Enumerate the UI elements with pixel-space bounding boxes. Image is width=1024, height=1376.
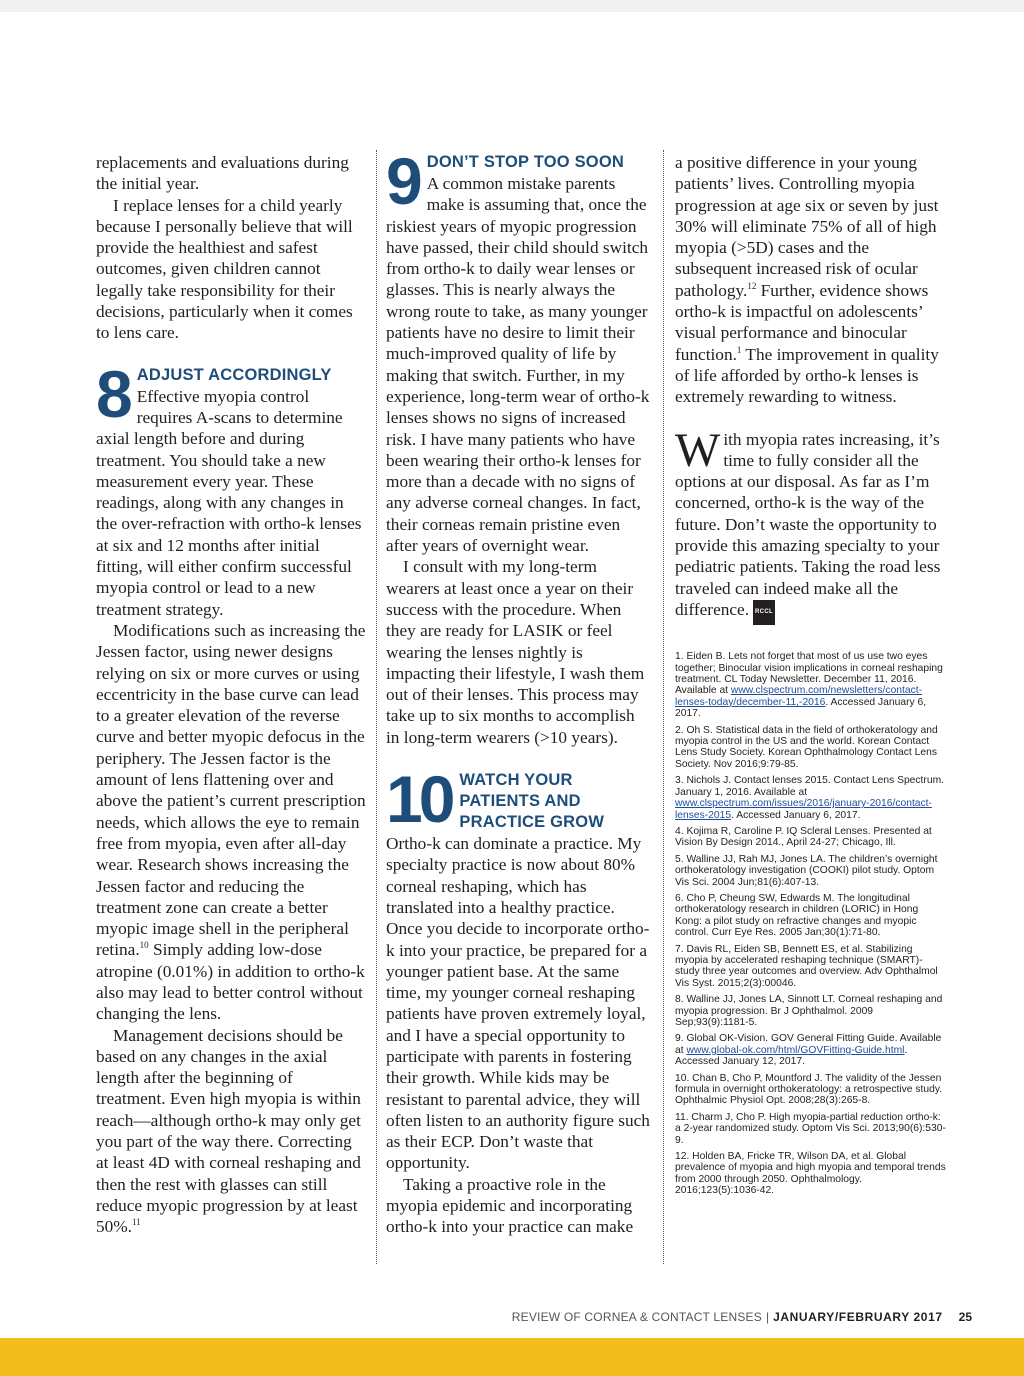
citation-superscript: 10	[139, 940, 149, 951]
citation-superscript: 1	[736, 344, 742, 355]
reference-link[interactable]: www.global-ok.com/html/GOVFitting-Guide.html	[686, 1044, 905, 1056]
reference-item: 10. Chan B, Cho P, Mountford J. The validity of the Jessen formula in overnight orthokeratology: a retrospective study. Ophthalmic Physiol Opt. 2008;28(3):265-8.	[675, 1072, 943, 1107]
column-2	[386, 144, 652, 1238]
column-1	[96, 152, 366, 1238]
reference-link[interactable]: www.clspectrum.com/issues/2016/january-2016/contact-lenses-2015	[675, 798, 932, 821]
continued-paragraph: a positive difference in your young patients’ lives. Controlling myopia progression at age six or seven by just 30% will eliminate 75% of all of high myopia (>5D) cases and the subsequent increased risk of ocular pathology.$^{12}$ Further, evidence shows ortho-k is impactful on adolescents’ visual performance and binocular function.$^1$ The improvement in quality of life afforded by ortho-k lenses is extremely rewarding to witness.	[675, 153, 939, 407]
column-3	[675, 152, 947, 1202]
footer-separator: |	[765, 1310, 770, 1324]
end-of-article-mark: RCCL	[753, 600, 775, 625]
page-footer	[512, 1310, 972, 1324]
section-paragraph: Effective myopia control requires A-scans to determine axial length before and during treatment. You should take a new measurement every year. These readings, along with any changes in the over-refraction with ortho-k lenses at six and 12 months after initial fitting, will either confirm successful myopia control or lead to a new treatment strategy.	[96, 386, 362, 619]
references-list	[675, 651, 947, 1196]
section-heading: ADJUST ACCORDINGLY	[136, 365, 332, 384]
issue-date: JANUARY/FEBRUARY 2017	[773, 1310, 943, 1324]
conclusion	[675, 423, 947, 626]
reference-item: 12. Holden BA, Fricke TR, Wilson DA, et al. Global prevalence of myopia and high myopia and temporal trends from 2000 through 2050. Ophthalmology. 2016;123(5):1036-42.	[675, 1151, 946, 1197]
reference-item: 5. Walline JJ, Rah MJ, Jones LA. The children’s overnight orthokeratology investigation (COOKI) pilot study. Optom Vis Sci. 2004 Jun;81(6):407-13.	[675, 853, 938, 888]
top-edge-band	[0, 0, 1024, 12]
section-paragraph: Taking a proactive role in the myopia epidemic and incorporating ortho-k into your practice can make	[386, 1174, 634, 1237]
section-number: 10	[386, 762, 452, 837]
reference-link[interactable]: www.clspectrum.com/newsletters/contact-lenses-today/december-11,-2016	[675, 685, 923, 708]
section-10	[386, 762, 652, 1238]
reference-item: 7. Davis RL, Eiden SB, Bennett ES, et al. Stabilizing myopia by accelerated reshaping technique (SMART)-study three year outcomes and overview. Adv Ophthalmol Vis Syst. 2015;2(3):00046.	[675, 943, 938, 989]
reference-item: 1. Eiden B. Lets not forget that most of us use two eyes together; Binocular vision implications in corneal reshaping treatment. CL Today Newsletter. December 11, 2016. Available at www.clspectrum.com/newsletters/contact-lenses-today/december-11,-2016. Accessed January 6, 2017.	[675, 651, 943, 720]
bottom-color-band	[0, 1338, 1024, 1376]
page-number: 25	[958, 1310, 972, 1324]
reference-item: 6. Cho P, Cheung SW, Edwards M. The longitudinal orthokeratology research in children (LORIC) in Hong Kong: a pilot study on refractive changes and myopic control. Curr Eye Res. 2005 Jan;30(1):71-80.	[675, 892, 919, 939]
section-number: 9	[386, 144, 423, 218]
drop-cap: W	[675, 423, 721, 477]
publication-name: REVIEW OF CORNEA & CONTACT LENSES	[511, 1310, 762, 1324]
reference-item: 3. Nichols J. Contact lenses 2015. Contact Lens Spectrum. January 1, 2016. Available at www.clspectrum.com/issues/2016/january-2016/contact-lenses-2015. Accessed January 6, 2017.	[675, 775, 945, 821]
intro-paragraph: replacements and evaluations during the initial year.	[96, 153, 349, 194]
section-heading: WATCH YOUR PATIENTS AND PRACTICE GROW	[459, 771, 605, 832]
reference-item: 2. Oh S. Statistical data in the field of orthokeratology and myopia control in the US and the world. Korean Contact Lens Study Society. Korean Ophthalmology Contact Lens Society. Nov 2016;9:79-85.	[675, 724, 938, 770]
section-8	[96, 356, 366, 1238]
section-paragraph: Modifications such as increasing the Jessen factor, using newer designs relying on six or more curves or using eccentricity in the base curve can lead to a greater elevation of the reverse curve and better myopic defocus in the periphery. The Jessen factor is the amount of lens flattening over and above the patient’s current prescription needs, which allows the eye to remain free from myopia, even after all-day wear. Research shows increasing the Jessen factor and reducing the treatment zone can create a better myopic image shell in the peripheral retina.$^{10}$ Simply adding low-dose atropine (0.01%) in addition to ortho-k also may lead to better control without changing the lens.	[96, 620, 366, 1024]
reference-item: 4. Kojima R, Caroline P. IQ Scleral Lenses. Presented at Vision By Design 2014., April 24-27; Chicago, Ill.	[675, 825, 932, 849]
conclusion-paragraph: ith myopia rates increasing, it’s time to fully consider all the options at our disposal. As far as I’m concerned, ortho-k is the way of the future. Don’t waste the opportunity to provide this amazing specialty to your pediatric patients. Taking the road less traveled can indeed make all the difference. RCCL	[675, 429, 947, 626]
citation-superscript: 11	[132, 1217, 141, 1228]
citation-superscript: 12	[747, 281, 757, 292]
lens-replacement-paragraph: I replace lenses for a child yearly because I personally believe that will provide the healthiest and safest outcomes, given children cannot legally take responsibility for their decisions, particularly when it comes to lens care.	[96, 195, 353, 343]
reference-item: 11. Charm J, Cho P. High myopia-partial reduction ortho-k: a 2-year randomized study. Optom Vis Sci. 2013;90(6):530-9.	[675, 1111, 946, 1146]
section-paragraph: I consult with my long-term wearers at least once a year on their success with the procedure. When they are ready for LASIK or feel wearing the lenses nightly is impacting their lifestyle, I wash them out of their lenses. This process may take up to six months to accomplish in long-term wearers (>10 years).	[386, 557, 645, 747]
reference-item: 8. Walline JJ, Jones LA, Sinnott LT. Corneal reshaping and myopia progression. Br J Ophthalmol. 2009 Sep;93(9):1181-5.	[675, 994, 943, 1029]
column-divider	[376, 150, 377, 1264]
section-paragraph: Ortho-k can dominate a practice. My specialty practice is now about 80% corneal reshaping, which has translated into a healthy practice. Once you decide to incorporate ortho-k into your practice, be prepared for a younger patient base. At the same time, my younger corneal reshaping patients have proven extremely loyal, and I have a special opportunity to participate with parents in fostering their growth. While kids may be resistant to parental advice, they will often listen to an authority figure such as their ECP. Don’t waste that opportunity.	[386, 834, 650, 1173]
reference-item: 9. Global OK-Vision. GOV General Fitting Guide. Available at www.global-ok.com/html/GOVFitting-Guide.html. Accessed January 12, 2017.	[675, 1033, 942, 1068]
section-paragraph: A common mistake parents make is assuming that, once the riskiest years of myopic progression have passed, their child should switch from ortho-k to daily wear lenses or glasses. This is nearly always the wrong route to take, as many younger patients have no desire to limit their much-improved quality of life by making that switch. Further, in my experience, long-term wear of ortho-k lenses shows no signs of increased risk. I have many patients who have been wearing their ortho-k lenses for more than a decade with no signs of any adverse corneal changes. In fact, their corneas remain pristine even after years of overnight wear.	[386, 174, 650, 556]
section-number: 8	[96, 356, 133, 431]
section-paragraph: Management decisions should be based on any changes in the axial length after the beginning of treatment. Even high myopia is within reach—although ortho-k may only get you part of the way there. Correcting at least 4D with corneal reshaping and then the rest with glasses can still reduce myopic progression by at least 50%.$^{11}$	[96, 1025, 361, 1237]
column-divider	[663, 150, 664, 1264]
section-heading: DON’T STOP TOO SOON	[426, 153, 624, 171]
section-9	[386, 144, 652, 748]
